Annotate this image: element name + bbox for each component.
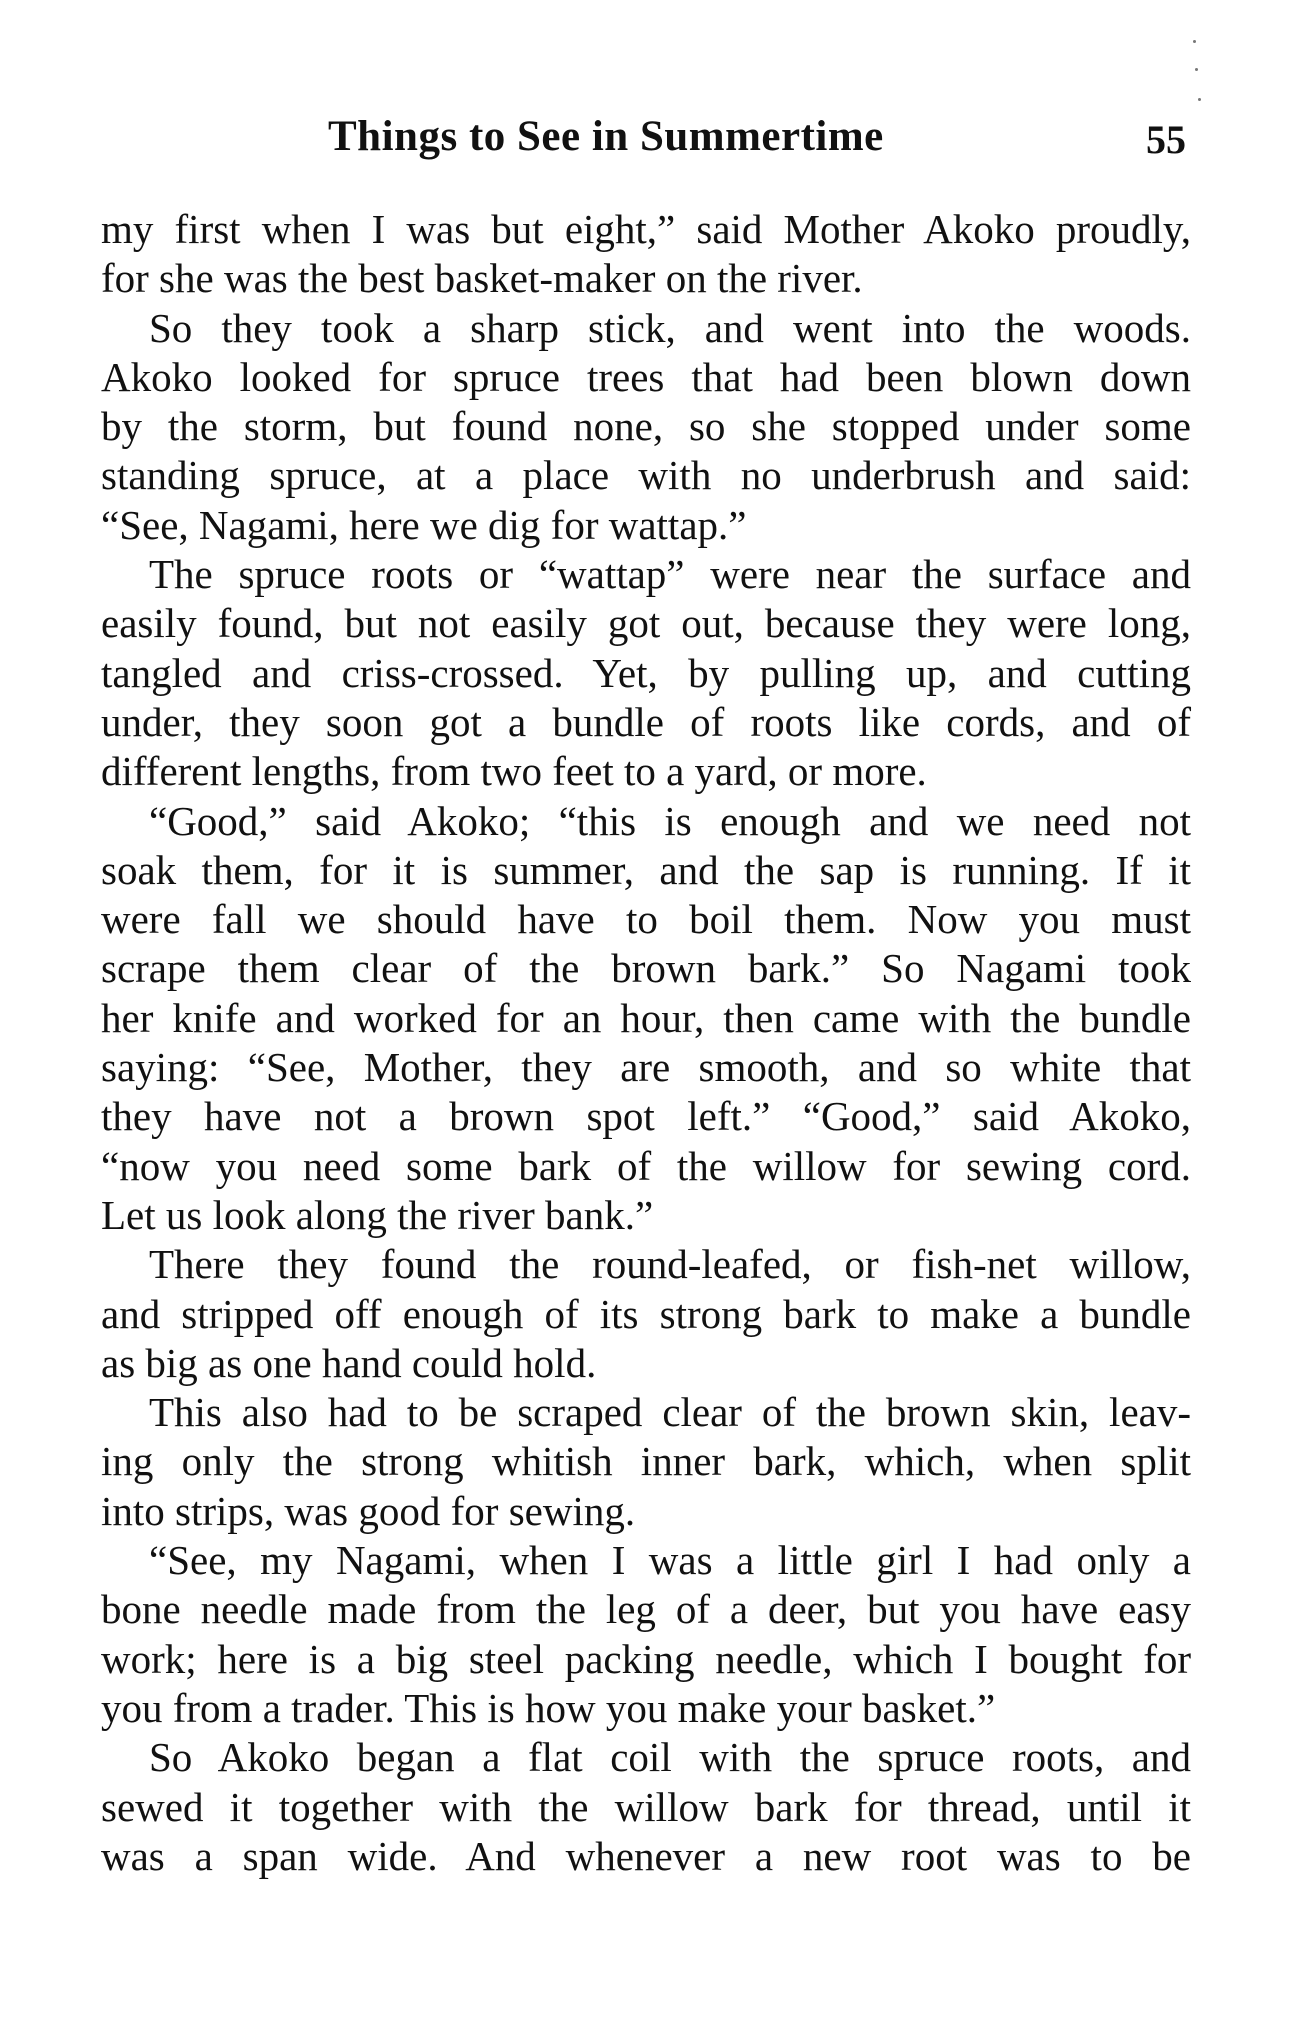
body-text — [101, 205, 1191, 1881]
text-line: “now you need some bark of the willow for sewing cord. — [101, 1142, 1191, 1189]
scan-speck — [1195, 68, 1198, 71]
scan-speck — [1193, 40, 1196, 43]
text-line: scrape them clear of the brown bark.” So Nagami took — [101, 945, 1191, 992]
text-line: There they found the round-leafed, or fish-net willow, — [149, 1241, 1191, 1288]
text-line: was a span wide. And whenever a new root was to be — [101, 1832, 1191, 1879]
running-head — [100, 112, 1210, 172]
page-number: 55 — [1146, 117, 1186, 162]
text-line: tangled and criss-crossed. Yet, by pulling up, and cutting — [101, 649, 1191, 696]
text-line: Akoko looked for spruce trees that had been blown down — [101, 353, 1191, 400]
text-line: So they took a sharp stick, and went into the woods. — [149, 304, 1191, 351]
text-line: soak them, for it is summer, and the sap is running. If it — [101, 846, 1191, 893]
text-line: were fall we should have to boil them. Now you must — [101, 896, 1191, 943]
text-line: “See, my Nagami, when I was a little girl I had only a — [149, 1537, 1191, 1584]
text-line: standing spruce, at a place with no underbrush and said: — [101, 452, 1191, 499]
text-line: different lengths, from two feet to a yard, or more. — [101, 748, 927, 795]
text-line: saying: “See, Mother, they are smooth, and so white that — [101, 1044, 1191, 1091]
text-line: by the storm, but found none, so she stopped under some — [101, 403, 1191, 450]
text-line: my first when I was but eight,” said Mother Akoko proudly, — [101, 206, 1191, 252]
text-line: as big as one hand could hold. — [101, 1339, 597, 1386]
text-line: So Akoko began a flat coil with the spruce roots, and — [149, 1734, 1191, 1781]
text-line: The spruce roots or “wattap” were near the surface and — [149, 551, 1191, 598]
text-line: work; here is a big steel packing needle, which I bought for — [101, 1635, 1191, 1682]
running-title: Things to See in Summertime — [328, 113, 884, 160]
text-line: Let us look along the river bank.” — [101, 1191, 654, 1238]
text-line: into strips, was good for sewing. — [101, 1487, 636, 1534]
text-line: sewed it together with the willow bark for thread, until it — [101, 1783, 1191, 1830]
text-line: and stripped off enough of its strong bark to make a bundle — [101, 1290, 1191, 1337]
text-line: bone needle made from the leg of a deer, but you have easy — [101, 1586, 1191, 1633]
text-line: under, they soon got a bundle of roots like cords, and of — [101, 698, 1191, 745]
text-line: “See, Nagami, here we dig for wattap.” — [101, 501, 747, 548]
scan-speck — [1198, 98, 1201, 101]
text-line: her knife and worked for an hour, then came with the bundle — [101, 994, 1191, 1041]
text-line: easily found, but not easily got out, because they were long, — [101, 600, 1191, 647]
text-line: ing only the strong whitish inner bark, which, when split — [101, 1438, 1191, 1485]
text-line: “Good,” said Akoko; “this is enough and we need not — [149, 797, 1191, 844]
text-line: for she was the best basket-maker on the river. — [101, 255, 863, 302]
text-line: they have not a brown spot left.” “Good,” said Akoko, — [101, 1093, 1191, 1140]
text-line: This also had to be scraped clear of the brown skin, leav- — [149, 1389, 1191, 1436]
text-line: you from a trader. This is how you make your basket.” — [101, 1684, 996, 1731]
